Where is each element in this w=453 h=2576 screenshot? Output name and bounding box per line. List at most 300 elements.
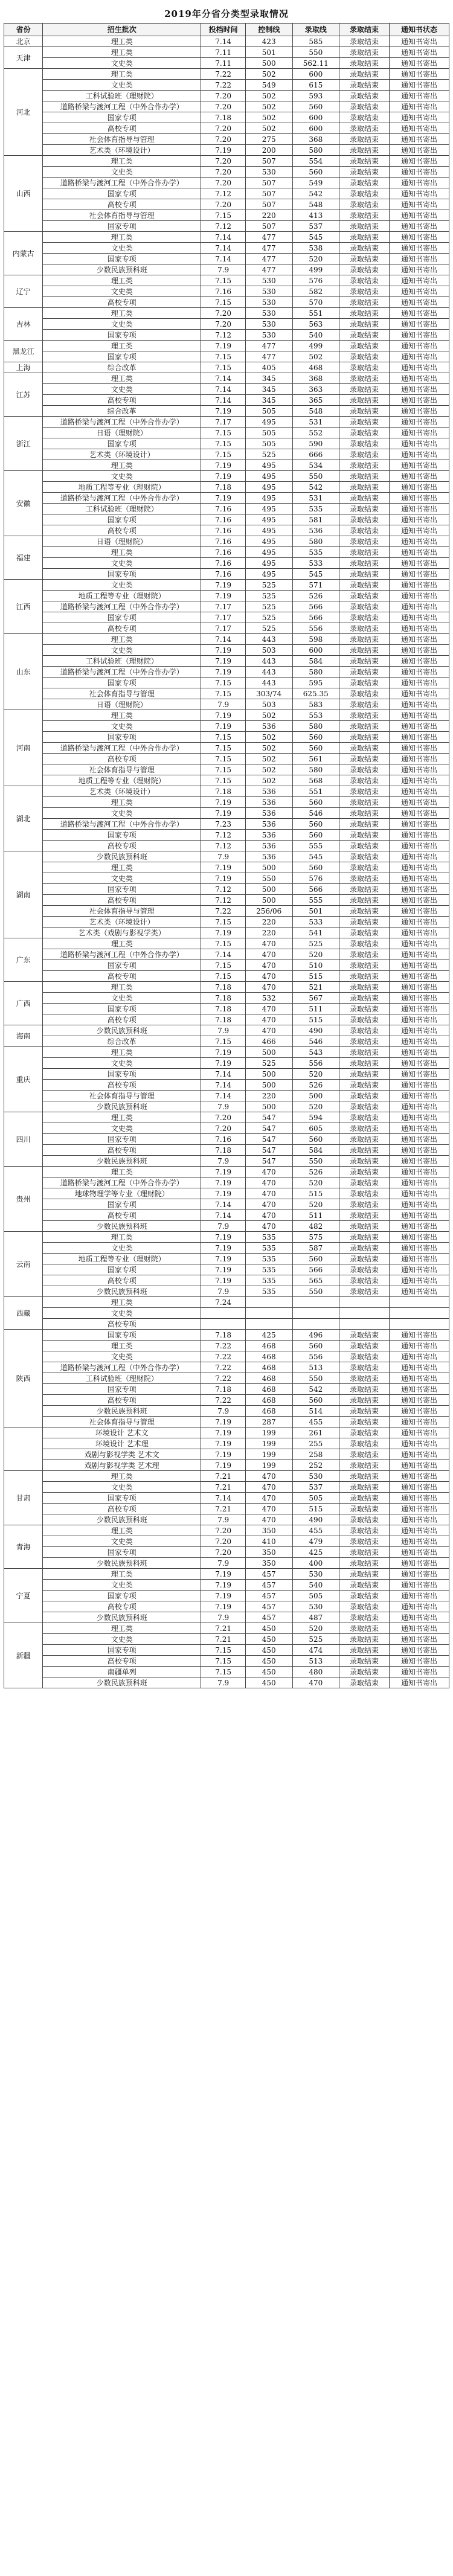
admission-line-cell: 556 [292,1351,339,1362]
table-row [4,1091,449,1101]
admission-line-cell: 595 [292,678,339,688]
control-line-cell: 468 [245,1373,292,1384]
table-row [4,993,449,1004]
batch-cell: 文史类 [43,1123,201,1134]
notice-cell: 通知书寄出 [390,525,449,536]
control-line-cell: 443 [245,634,292,645]
batch-cell: 国家专项 [43,884,201,895]
status-cell: 录取结束 [339,1514,390,1525]
admission-line-cell: 487 [292,1612,339,1623]
notice-cell: 通知书寄出 [390,678,449,688]
control-line-cell: 470 [245,1177,292,1188]
notice-cell: 通知书寄出 [390,1612,449,1623]
notice-cell: 通知书寄出 [390,547,449,558]
status-cell: 录取结束 [339,1134,390,1145]
date-cell: 7.18 [201,786,246,797]
notice-cell: 通知书寄出 [390,754,449,764]
table-row [4,1623,449,1634]
control-line-cell: 275 [245,134,292,145]
date-cell: 7.15 [201,362,246,373]
notice-cell: 通知书寄出 [390,971,449,982]
admission-line-cell: 510 [292,960,339,971]
province-cell: 河北 [4,69,43,156]
batch-cell: 文史类 [43,1351,201,1362]
date-cell: 7.16 [201,536,246,547]
status-cell: 录取结束 [339,1167,390,1177]
date-cell: 7.21 [201,1471,246,1482]
batch-cell: 高校专项 [43,123,201,134]
date-cell: 7.19 [201,591,246,601]
admission-line-cell: 468 [292,362,339,373]
control-line-cell: 450 [245,1623,292,1634]
table-row [4,199,449,210]
admission-line-cell: 570 [292,297,339,308]
admission-line-cell: 566 [292,612,339,623]
notice-cell: 通知书寄出 [390,710,449,721]
date-cell: 7.20 [201,1525,246,1536]
admission-line-cell: 560 [292,101,339,112]
status-cell: 录取结束 [339,634,390,645]
admission-line-cell: 545 [292,851,339,862]
table-row [4,319,449,330]
status-cell: 录取结束 [339,1623,390,1634]
status-cell: 录取结束 [339,341,390,351]
batch-cell: 少数民族预科班 [43,1558,201,1569]
date-cell: 7.15 [201,1036,246,1047]
control-line-cell: 220 [245,1091,292,1101]
status-cell: 录取结束 [339,1047,390,1058]
batch-cell: 社会体育指导与管理 [43,134,201,145]
table-row [4,1341,449,1351]
control-line-cell: 450 [245,1677,292,1688]
notice-cell: 通知书寄出 [390,819,449,830]
control-line-cell: 525 [245,591,292,601]
notice-cell: 通知书寄出 [390,1558,449,1569]
table-row [4,514,449,525]
batch-cell: 理工类 [43,634,201,645]
status-cell: 录取结束 [339,1482,390,1493]
notice-cell: 通知书寄出 [390,1156,449,1167]
batch-cell: 国家专项 [43,612,201,623]
batch-cell: 文史类 [43,993,201,1004]
admission-line-cell: 425 [292,1547,339,1558]
batch-cell: 综合改革 [43,1036,201,1047]
control-line-cell: 536 [245,721,292,732]
table-row [4,1569,449,1580]
admission-line-cell: 560 [292,743,339,754]
control-line-cell: 525 [245,612,292,623]
control-line-cell: 468 [245,1362,292,1373]
table-row [4,504,449,514]
control-line-cell: 495 [245,558,292,569]
date-cell: 7.19 [201,1058,246,1069]
notice-cell: 通知书寄出 [390,1243,449,1254]
status-cell: 录取结束 [339,1330,390,1341]
table-row [4,873,449,884]
notice-cell: 通知书寄出 [390,188,449,199]
control-line-cell: 470 [245,1188,292,1199]
batch-cell: 国家专项 [43,830,201,841]
date-cell: 7.14 [201,949,246,960]
notice-cell: 通知书寄出 [390,612,449,623]
province-cell: 四川 [4,1112,43,1167]
batch-cell: 道路桥梁与渡河工程（中外合作办学） [43,819,201,830]
date-cell: 7.20 [201,91,246,101]
control-line-cell: 468 [245,1384,292,1395]
date-cell: 7.20 [201,1536,246,1547]
table-row [4,884,449,895]
status-cell: 录取结束 [339,112,390,123]
status-cell: 录取结束 [339,1123,390,1134]
notice-cell: 通知书寄出 [390,1091,449,1101]
admission-line-cell: 600 [292,123,339,134]
status-cell: 录取结束 [339,210,390,221]
admission-line-cell: 496 [292,1330,339,1341]
admission-line-cell: 520 [292,1177,339,1188]
status-cell: 录取结束 [339,688,390,699]
control-line-cell: 470 [245,1514,292,1525]
batch-cell: 国家专项 [43,351,201,362]
province-cell: 广西 [4,982,43,1025]
notice-cell: 通知书寄出 [390,156,449,167]
admission-line-cell: 555 [292,895,339,906]
date-cell: 7.9 [201,1514,246,1525]
batch-cell: 道路桥梁与渡河工程（中外合作办学） [43,1362,201,1373]
notice-cell: 通知书寄出 [390,656,449,667]
table-row [4,960,449,971]
table-row [4,167,449,178]
admission-line-cell: 515 [292,1188,339,1199]
batch-cell: 道路桥梁与渡河工程（中外合作办学） [43,101,201,112]
header-province: 省份 [4,24,43,36]
date-cell: 7.19 [201,656,246,667]
notice-cell: 通知书寄出 [390,1634,449,1645]
batch-cell: 文史类 [43,873,201,884]
batch-cell: 道路桥梁与渡河工程（中外合作办学） [43,493,201,504]
control-line-cell: 477 [245,254,292,264]
table-row [4,210,449,221]
table-row [4,156,449,167]
date-cell: 7.14 [201,1493,246,1504]
status-cell [339,1308,390,1319]
table-row [4,1362,449,1373]
notice-cell: 通知书寄出 [390,1493,449,1504]
batch-cell: 综合改革 [43,406,201,417]
status-cell: 录取结束 [339,254,390,264]
status-cell [339,1297,390,1308]
notice-cell: 通知书寄出 [390,667,449,678]
notice-cell: 通知书寄出 [390,1406,449,1417]
admission-line-cell: 560 [292,819,339,830]
status-cell: 录取结束 [339,1058,390,1069]
date-cell: 7.16 [201,1134,246,1145]
status-cell: 录取结束 [339,156,390,167]
batch-cell: 社会体育指导与管理 [43,906,201,917]
control-line-cell: 220 [245,210,292,221]
status-cell: 录取结束 [339,1525,390,1536]
batch-cell: 理工类 [43,232,201,243]
status-cell: 录取结束 [339,1199,390,1210]
date-cell: 7.14 [201,1080,246,1091]
notice-cell: 通知书寄出 [390,786,449,797]
admission-line-cell: 560 [292,862,339,873]
table-body [4,36,449,1688]
batch-cell: 文史类 [43,1634,201,1645]
table-row [4,341,449,351]
table-row [4,1025,449,1036]
status-cell: 录取结束 [339,906,390,917]
control-line-cell: 200 [245,145,292,156]
date-cell: 7.19 [201,873,246,884]
control-line-cell: 450 [245,1656,292,1667]
notice-cell: 通知书寄出 [390,1417,449,1427]
status-cell: 录取结束 [339,786,390,797]
notice-cell: 通知书寄出 [390,1623,449,1634]
status-cell: 录取结束 [339,775,390,786]
batch-cell: 地质工程等专业（理财院） [43,482,201,493]
batch-cell: 少数民族预科班 [43,1025,201,1036]
date-cell: 7.19 [201,1449,246,1460]
status-cell: 录取结束 [339,1264,390,1275]
notice-cell: 通知书寄出 [390,1004,449,1014]
date-cell: 7.19 [201,1601,246,1612]
notice-cell: 通知书寄出 [390,254,449,264]
date-cell: 7.15 [201,1656,246,1667]
date-cell: 7.22 [201,69,246,80]
table-row [4,1427,449,1438]
notice-cell: 通知书寄出 [390,297,449,308]
status-cell: 录取结束 [339,558,390,569]
notice-cell: 通知书寄出 [390,221,449,232]
batch-cell: 高校专项 [43,754,201,764]
control-line-cell: 468 [245,1351,292,1362]
status-cell: 录取结束 [339,1612,390,1623]
province-cell: 甘肃 [4,1471,43,1525]
admission-line-cell: 521 [292,982,339,993]
batch-cell: 理工类 [43,1471,201,1482]
status-cell: 录取结束 [339,1145,390,1156]
table-row [4,547,449,558]
notice-cell: 通知书寄出 [390,1025,449,1036]
date-cell: 7.19 [201,862,246,873]
admission-table [4,23,449,1688]
table-row [4,351,449,362]
date-cell: 7.14 [201,254,246,264]
notice-cell: 通知书寄出 [390,1080,449,1091]
notice-cell: 通知书寄出 [390,743,449,754]
date-cell: 7.19 [201,1177,246,1188]
table-row [4,36,449,47]
notice-cell: 通知书寄出 [390,1504,449,1514]
notice-cell: 通知书寄出 [390,851,449,862]
status-cell: 录取结束 [339,449,390,460]
table-row [4,667,449,678]
table-row [4,1264,449,1275]
batch-cell: 工科试验班（理财院） [43,91,201,101]
notice-cell: 通知书寄出 [390,1395,449,1406]
control-line-cell: 530 [245,167,292,178]
table-row [4,1275,449,1286]
date-cell: 7.21 [201,1482,246,1493]
notice-cell: 通知书寄出 [390,1547,449,1558]
table-row [4,688,449,699]
notice-cell: 通知书寄出 [390,1232,449,1243]
date-cell: 7.12 [201,884,246,895]
admission-line-cell: 598 [292,634,339,645]
notice-cell: 通知书寄出 [390,688,449,699]
date-cell: 7.14 [201,36,246,47]
batch-cell: 国家专项 [43,1330,201,1341]
date-cell: 7.14 [201,395,246,406]
control-line-cell: 530 [245,275,292,286]
status-cell: 录取结束 [339,428,390,438]
date-cell: 7.19 [201,580,246,591]
table-row [4,1580,449,1591]
control-line-cell: 530 [245,286,292,297]
province-cell: 北京 [4,36,43,47]
batch-cell: 文史类 [43,1308,201,1319]
table-row [4,982,449,993]
batch-cell: 少数民族预科班 [43,264,201,275]
batch-cell: 高校专项 [43,971,201,982]
control-line-cell: 536 [245,851,292,862]
admission-line-cell: 480 [292,1667,339,1677]
province-cell: 湖北 [4,786,43,851]
control-line-cell: 495 [245,493,292,504]
batch-cell: 理工类 [43,797,201,808]
admission-line-cell: 585 [292,36,339,47]
province-cell: 江苏 [4,373,43,417]
province-cell: 西藏 [4,1297,43,1330]
admission-line-cell: 666 [292,449,339,460]
date-cell: 7.11 [201,47,246,58]
batch-cell: 文史类 [43,1482,201,1493]
date-cell: 7.19 [201,1580,246,1591]
status-cell: 录取结束 [339,1504,390,1514]
province-cell: 青海 [4,1525,43,1569]
table-row [4,645,449,656]
batch-cell: 理工类 [43,1569,201,1580]
notice-cell: 通知书寄出 [390,1134,449,1145]
date-cell: 7.19 [201,471,246,482]
date-cell: 7.15 [201,1645,246,1656]
notice-cell: 通知书寄出 [390,471,449,482]
date-cell: 7.19 [201,493,246,504]
admission-line-cell: 261 [292,1427,339,1438]
status-cell: 录取结束 [339,69,390,80]
admission-line-cell: 563 [292,319,339,330]
status-cell: 录取结束 [339,1069,390,1080]
admission-line-cell: 499 [292,264,339,275]
table-row [4,1471,449,1482]
table-row [4,112,449,123]
notice-cell: 通知书寄出 [390,406,449,417]
table-row [4,1504,449,1514]
status-cell: 录取结束 [339,1188,390,1199]
table-row [4,1634,449,1645]
control-line-cell: 495 [245,536,292,547]
control-line-cell: 477 [245,264,292,275]
status-cell: 录取结束 [339,938,390,949]
control-line-cell: 495 [245,417,292,428]
status-cell: 录取结束 [339,710,390,721]
table-row [4,134,449,145]
province-cell: 山东 [4,634,43,710]
control-line-cell: 199 [245,1438,292,1449]
date-cell: 7.14 [201,373,246,384]
table-row [4,1384,449,1395]
batch-cell: 地球物理学等专业（理财院） [43,1188,201,1199]
admission-line-cell: 490 [292,1514,339,1525]
notice-cell: 通知书寄出 [390,1580,449,1591]
batch-cell: 国家专项 [43,1547,201,1558]
admission-line-cell: 499 [292,341,339,351]
admission-line-cell: 615 [292,80,339,91]
table-row [4,1058,449,1069]
control-line-cell: 502 [245,123,292,134]
control-line-cell: 549 [245,80,292,91]
status-cell: 录取结束 [339,471,390,482]
batch-cell: 理工类 [43,1232,201,1243]
table-row [4,1558,449,1569]
admission-line-cell: 568 [292,775,339,786]
batch-cell: 日语（理财院） [43,699,201,710]
admission-line-cell: 533 [292,917,339,928]
batch-cell: 理工类 [43,460,201,471]
table-row [4,1297,449,1308]
date-cell: 7.21 [201,1634,246,1645]
admission-line-cell: 551 [292,308,339,319]
batch-cell: 高校专项 [43,1210,201,1221]
notice-cell: 通知书寄出 [390,558,449,569]
notice-cell: 通知书寄出 [390,112,449,123]
notice-cell: 通知书寄出 [390,210,449,221]
status-cell: 录取结束 [339,1536,390,1547]
status-cell: 录取结束 [339,1427,390,1438]
batch-cell: 艺术类（环境设计） [43,145,201,156]
table-row [4,721,449,732]
status-cell: 录取结束 [339,580,390,591]
batch-cell: 理工类 [43,69,201,80]
batch-cell: 文史类 [43,580,201,591]
table-row [4,58,449,69]
province-cell: 天津 [4,47,43,69]
date-cell: 7.20 [201,1123,246,1134]
date-cell: 7.19 [201,1047,246,1058]
date-cell: 7.19 [201,928,246,938]
date-cell: 7.19 [201,1275,246,1286]
table-row [4,1449,449,1460]
table-row [4,275,449,286]
control-line-cell: 470 [245,1482,292,1493]
batch-cell: 国家专项 [43,732,201,743]
status-cell: 录取结束 [339,178,390,188]
notice-cell: 通知书寄出 [390,1014,449,1025]
table-row [4,525,449,536]
date-cell: 7.9 [201,1025,246,1036]
date-cell: 7.9 [201,699,246,710]
date-cell: 7.24 [201,1297,246,1308]
date-cell: 7.12 [201,830,246,841]
batch-cell: 理工类 [43,341,201,351]
table-row [4,482,449,493]
admission-line-cell: 520 [292,254,339,264]
status-cell: 录取结束 [339,188,390,199]
control-line-cell: 457 [245,1591,292,1601]
table-row [4,754,449,764]
batch-cell: 理工类 [43,1047,201,1058]
admission-line-cell: 526 [292,1080,339,1091]
